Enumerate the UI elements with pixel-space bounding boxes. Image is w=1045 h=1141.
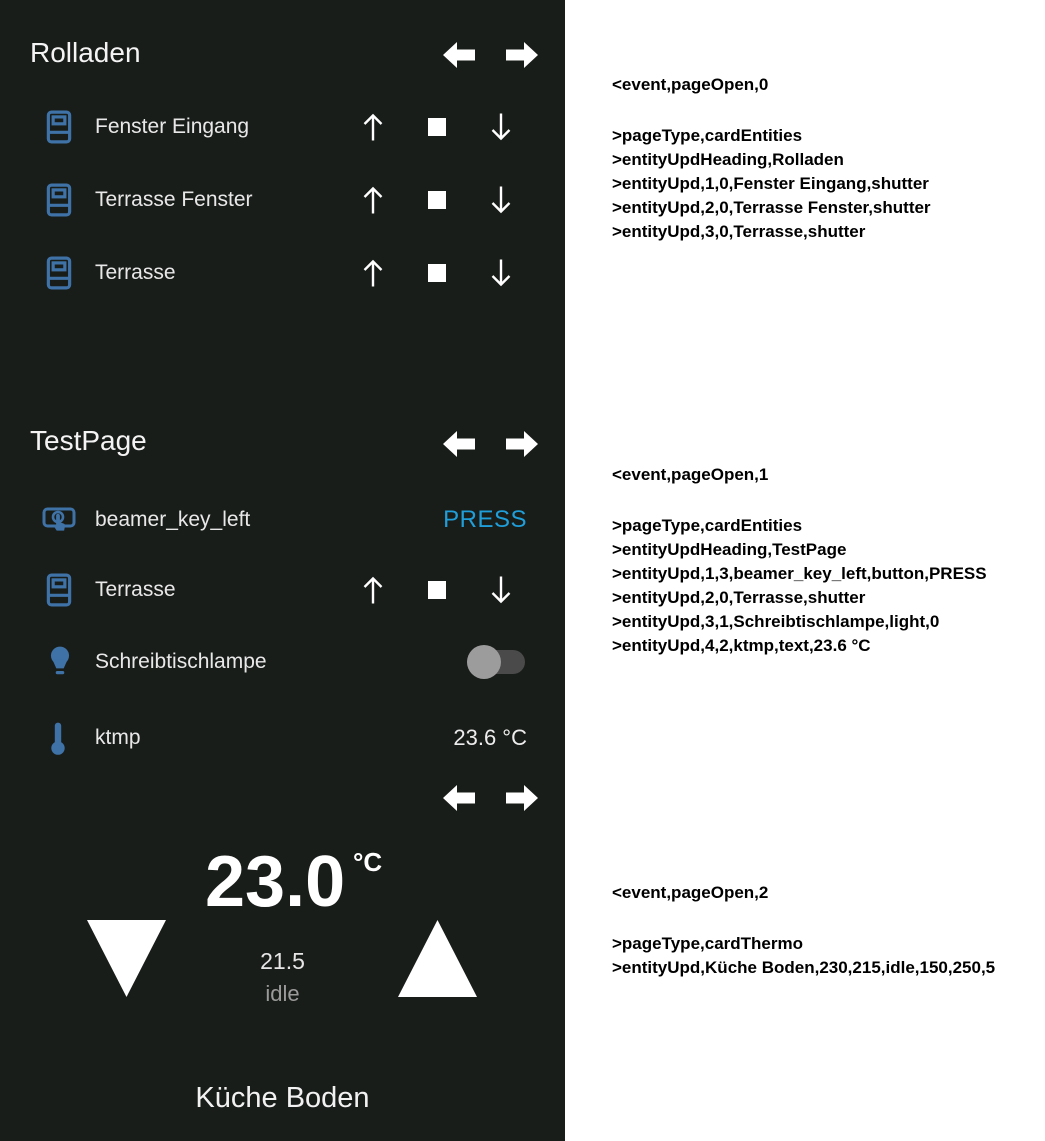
entity-row-beamer-key-left <box>0 498 565 542</box>
log-line: >pageType,cardThermo <box>612 934 803 953</box>
shutter-stop-button[interactable] <box>428 191 446 209</box>
log-event-line: <event,pageOpen,1 <box>612 465 769 484</box>
log-line: >entityUpd,Küche Boden,230,215,idle,150,250,5 <box>612 958 996 977</box>
room-name: Küche Boden <box>195 1082 370 1114</box>
shutter-stop-button[interactable] <box>428 118 446 136</box>
entity-row-terrasse-2 <box>0 568 565 612</box>
nav-right-icon <box>505 41 539 69</box>
entity-row-terrasse-fenster <box>0 178 565 222</box>
tap-button-icon <box>42 504 76 536</box>
card-testpage-title: TestPage <box>30 425 147 456</box>
entity-label: beamer_key_left <box>95 508 251 531</box>
setpoint-value: 21.5 <box>260 948 305 974</box>
log-line: >entityUpd,2,0,Terrasse Fenster,shutter <box>612 198 931 217</box>
log-block-page0 <box>612 74 931 244</box>
entity-label: Terrasse Fenster <box>95 188 253 211</box>
entity-label: Schreibtischlampe <box>95 650 267 673</box>
entity-label: Terrasse <box>95 261 176 284</box>
light-toggle-switch[interactable] <box>467 645 525 679</box>
log-line: >entityUpdHeading,Rolladen <box>612 150 844 169</box>
toggle-knob <box>467 645 501 679</box>
log-line: >entityUpdHeading,TestPage <box>612 540 847 559</box>
log-event-line: <event,pageOpen,0 <box>612 75 769 94</box>
log-line: >entityUpd,3,1,Schreibtischlampe,light,0 <box>612 612 940 631</box>
entity-row-ktmp <box>0 716 565 760</box>
nav-left-icon <box>442 430 476 458</box>
entity-label: Fenster Eingang <box>95 115 250 138</box>
thermometer-icon <box>50 721 66 755</box>
nav-right-button[interactable] <box>505 41 539 69</box>
text-entity-value: 23.6 °C <box>453 725 527 750</box>
nav-left-icon <box>442 41 476 69</box>
current-temperature: 23.0 <box>205 842 346 922</box>
entity-label: Terrasse <box>95 578 176 601</box>
shutter-icon <box>46 183 72 217</box>
press-button[interactable]: PRESS <box>443 506 527 533</box>
shutter-down-button[interactable] <box>489 184 513 216</box>
shutter-stop-button[interactable] <box>428 581 446 599</box>
entity-label: ktmp <box>95 726 141 749</box>
entity-row-terrasse <box>0 251 565 295</box>
shutter-stop-button[interactable] <box>428 264 446 282</box>
log-line: >entityUpd,3,0,Terrasse,shutter <box>612 222 866 241</box>
shutter-up-button[interactable] <box>361 184 385 216</box>
hvac-state: idle <box>265 981 300 1006</box>
shutter-up-button[interactable] <box>361 111 385 143</box>
entity-row-schreibtischlampe <box>0 640 565 684</box>
shutter-up-button[interactable] <box>361 257 385 289</box>
nav-left-button[interactable] <box>442 41 476 69</box>
shutter-icon <box>46 256 72 290</box>
log-line: >pageType,cardEntities <box>612 516 803 535</box>
log-block-page1 <box>612 464 987 658</box>
nav-right-icon <box>505 430 539 458</box>
nav-left-button[interactable] <box>442 430 476 458</box>
log-line: >pageType,cardEntities <box>612 126 803 145</box>
log-line: >entityUpd,2,0,Terrasse,shutter <box>612 588 866 607</box>
shutter-icon <box>46 573 72 607</box>
shutter-down-button[interactable] <box>489 574 513 606</box>
shutter-down-button[interactable] <box>489 257 513 289</box>
nav-right-icon <box>505 784 539 812</box>
nav-right-button[interactable] <box>505 430 539 458</box>
nav-right-button[interactable] <box>505 784 539 812</box>
nav-left-button[interactable] <box>442 784 476 812</box>
lightbulb-icon <box>47 645 73 679</box>
log-line: >entityUpd,1,0,Fenster Eingang,shutter <box>612 174 929 193</box>
entity-row-fenster-eingang <box>0 105 565 149</box>
shutter-up-button[interactable] <box>361 574 385 606</box>
card-rolladen-title: Rolladen <box>30 37 141 68</box>
shutter-down-button[interactable] <box>489 111 513 143</box>
temperature-unit: °C <box>353 847 383 877</box>
log-block-page2 <box>612 882 995 980</box>
shutter-icon <box>46 110 72 144</box>
log-line: >entityUpd,4,2,ktmp,text,23.6 °C <box>612 636 871 655</box>
log-line: >entityUpd,1,3,beamer_key_left,button,PRESS <box>612 564 987 583</box>
log-event-line: <event,pageOpen,2 <box>612 883 769 902</box>
nav-left-icon <box>442 784 476 812</box>
